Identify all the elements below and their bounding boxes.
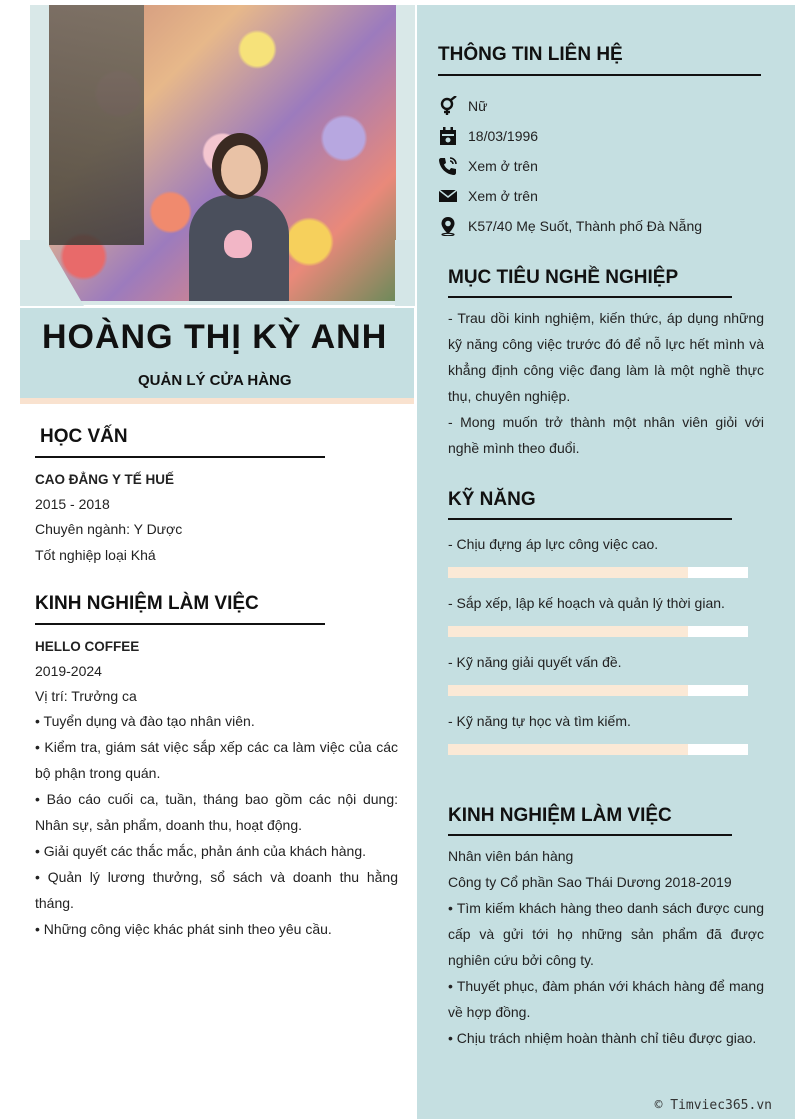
skill-label: - Kỹ năng tự học và tìm kiếm. xyxy=(448,713,631,729)
contact-gender xyxy=(438,95,487,117)
skill-bar-fill xyxy=(448,685,688,696)
skills-underline xyxy=(448,518,732,520)
skill-bar-fill xyxy=(448,744,688,755)
contact-address-value: K57/40 Mẹ Suốt, Thành phố Đà Nẵng xyxy=(468,218,703,234)
objective-paragraph: - Mong muốn trở thành một nhân viên giỏi với nghề mình theo đuổi. xyxy=(448,414,764,456)
experience-company: HELLO COFFEE xyxy=(35,639,140,654)
job-title: QUẢN LÝ CỬA HÀNG xyxy=(138,372,292,389)
education-years: 2015 - 2018 xyxy=(35,496,110,512)
objective-title: MỤC TIÊU NGHỀ NGHIỆP xyxy=(448,267,679,288)
education-school: CAO ĐẲNG Y TẾ HUẾ xyxy=(35,472,175,487)
experience-duties xyxy=(35,708,398,942)
skill-bar xyxy=(448,685,748,696)
watermark: © Timviec365.vn xyxy=(654,1098,772,1113)
contact-dob-value: 18/03/1996 xyxy=(468,128,539,144)
experience-years: 2019-2024 xyxy=(35,663,102,679)
skill-label: - Kỹ năng giải quyết vấn đề. xyxy=(448,654,622,670)
full-name: HOÀNG THỊ KỲ ANH xyxy=(42,318,388,356)
contact-title: THÔNG TIN LIÊN HỆ xyxy=(438,44,623,65)
experience-right-title: KINH NGHIỆM LÀM VIỆC xyxy=(448,805,672,826)
location-pin-icon xyxy=(438,216,458,236)
duty-item: • Tìm kiếm khách hàng theo danh sách được cung cấp và gửi tới họ những sản phẩm đã được nghiên cứu bởi công ty. xyxy=(448,900,764,968)
education-title: HỌC VẤN xyxy=(40,426,128,447)
skill-bar xyxy=(448,626,748,637)
phone-icon xyxy=(438,156,458,176)
objective-text xyxy=(448,305,764,461)
skill-bar xyxy=(448,567,748,578)
objective-paragraph: - Trau dồi kinh nghiệm, kiến thức, áp dụng những kỹ năng công việc trước đó để nỗ lực hết mình và khẳng định công việc đang làm là một nghề thực thụ, chuyên nghiệp. xyxy=(448,310,764,404)
education-underline xyxy=(35,456,325,458)
duty-item: • Kiểm tra, giám sát việc sắp xếp các ca làm việc của các bộ phận trong quán. xyxy=(35,739,398,781)
experience-title: KINH NGHIỆM LÀM VIỆC xyxy=(35,593,259,614)
duty-item: • Chịu trách nhiệm hoàn thành chỉ tiêu được giao. xyxy=(448,1030,757,1046)
contact-address xyxy=(438,215,702,237)
education-grade: Tốt nghiệp loại Khá xyxy=(35,547,156,563)
duty-item: • Thuyết phục, đàm phán với khách hàng để mang về hợp đồng. xyxy=(448,978,764,1020)
skills-title: KỸ NĂNG xyxy=(448,489,536,510)
contact-phone-value: Xem ở trên xyxy=(468,158,538,174)
contact-underline xyxy=(438,74,761,76)
skill-bar xyxy=(448,744,748,755)
experience-underline xyxy=(35,623,325,625)
ribbon-decoration-right xyxy=(395,240,415,306)
photo-background-window xyxy=(49,5,144,245)
duty-item: • Giải quyết các thắc mắc, phản ánh của khách hàng. xyxy=(35,843,366,859)
gender-icon xyxy=(438,96,458,116)
contact-gender-value: Nữ xyxy=(468,98,488,114)
duty-item: • Báo cáo cuối ca, tuần, tháng bao gồm các nội dung: Nhân sự, sản phẩm, doanh thu, hoạt động. xyxy=(35,791,398,833)
duty-item: • Quản lý lương thưởng, sổ sách và doanh thu hằng tháng. xyxy=(35,869,398,911)
contact-email-value: Xem ở trên xyxy=(468,188,538,204)
education-major: Chuyên ngành: Y Dược xyxy=(35,521,183,537)
experience-role: Vị trí: Trưởng ca xyxy=(35,688,137,704)
experience-right-content xyxy=(448,843,764,1051)
experience-right-role: Nhân viên bán hàng xyxy=(448,848,574,864)
contact-email xyxy=(438,185,538,207)
contact-dob xyxy=(438,125,538,147)
skill-label: - Chịu đựng áp lực công việc cao. xyxy=(448,536,659,552)
contact-phone xyxy=(438,155,538,177)
experience-right-underline xyxy=(448,834,732,836)
experience-right-company: Công ty Cổ phần Sao Thái Dương 2018-2019 xyxy=(448,874,732,890)
envelope-icon xyxy=(438,186,458,206)
objective-underline xyxy=(448,296,732,298)
duty-item: • Tuyển dụng và đào tạo nhân viên. xyxy=(35,713,255,729)
calendar-icon xyxy=(438,126,458,146)
duty-item: • Những công việc khác phát sinh theo yêu cầu. xyxy=(35,921,332,937)
skill-bar-fill xyxy=(448,626,688,637)
photo-person-face xyxy=(221,145,261,195)
profile-photo xyxy=(49,5,396,301)
photo-shirt-logo xyxy=(224,230,252,258)
skill-label: - Sắp xếp, lập kế hoạch và quản lý thời gian. xyxy=(448,595,725,611)
skill-bar-fill xyxy=(448,567,688,578)
